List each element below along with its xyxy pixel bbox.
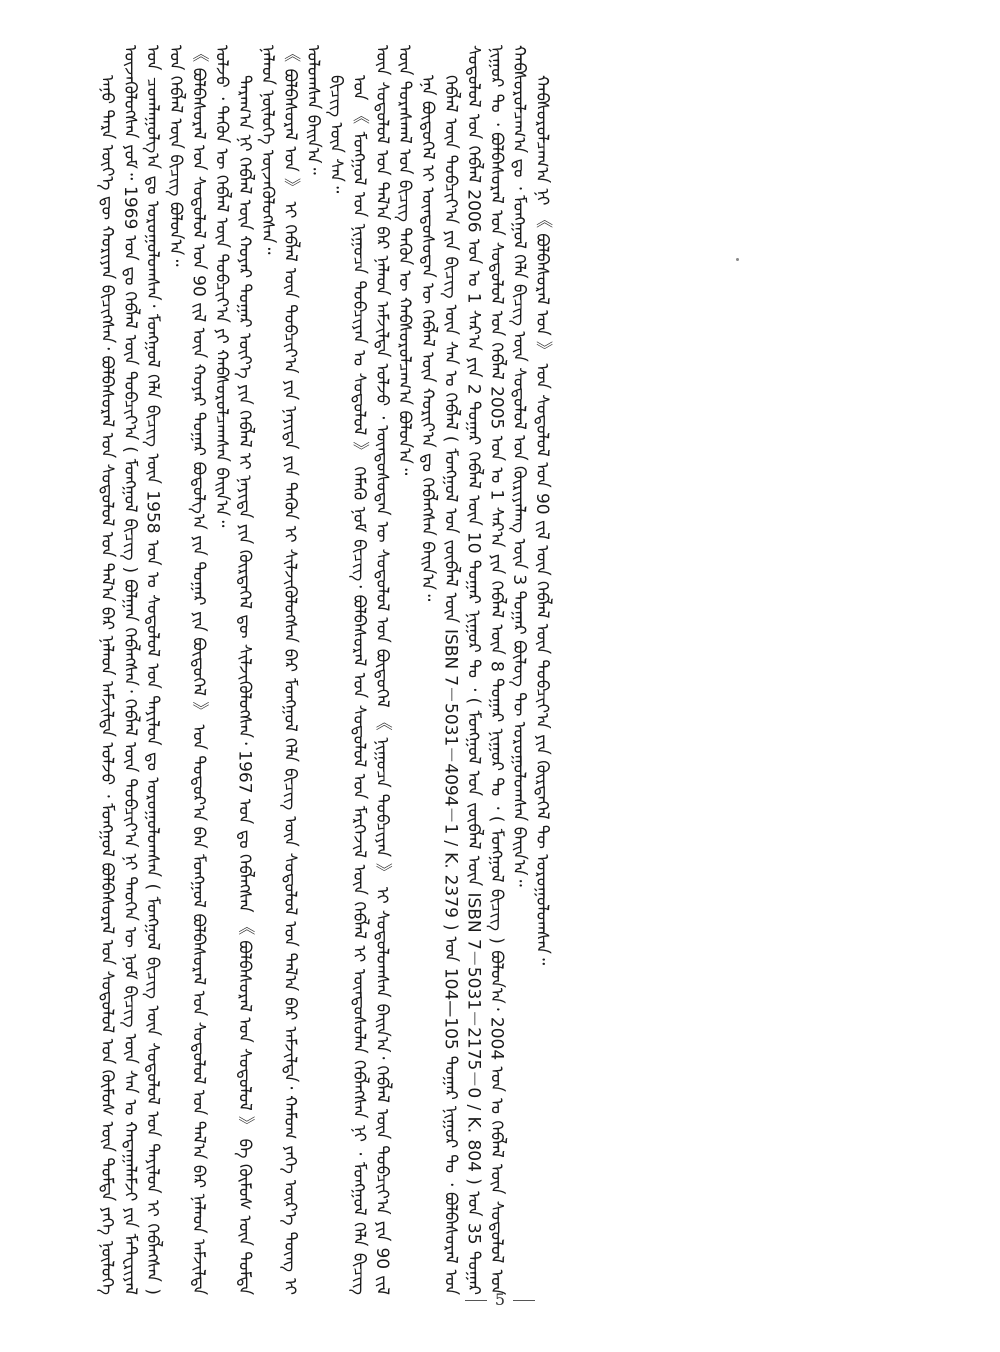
paragraph-6: ᠣᠨ 《 ᠮᠣᠩᠭᠣᠯ ᠤᠨ ᠨᠢᠭᠤᠴᠠ ᠲᠣᠪᠴᠢᠶᠠᠨ ᠤ ᠰᠤᠳᠤᠯᠤᠯ 》 ᠬᠡᠮᠡᠬᠦ ᠨᠣᠮ ᠪᠢᠴᠢᠭ᠂ ᠪᠣᠯᠪᠠᠰᠤᠷᠠᠯ ᠤᠨ ᠰᠤᠳᠤᠯᠤᠯ ᠤᠨ ᠮᠡᠷᠭᠡᠵᠢᠯ ᠦᠨ ᠬᠡᠪᠯᠡᠯ ᠢ ᠦᠨᠳᠦᠰᠦᠯᠡᠨ ᠬᠡᠪᠯᠡᠭᠰᠡᠨ ᠨᠢ ᠂ ᠮᠣᠩᠭᠣᠯ ᠬᠡᠯᠡ ᠪᠢᠴᠢᠭ ᠦᠨ ᠰᠤᠳᠤᠯᠤᠯ ᠤᠨ ᠲᠠᠯ᠎ᠠ ᠪᠠᠷ ᠨᠡᠯᠡᠳ ᠠᠮᠵᠢᠯᠲᠠ ᠣᠯᠵᠤ ᠂ ᠦᠨᠳᠦᠰᠦᠲᠡᠨ ᠦ ᠰᠤᠳᠤᠯᠤᠯ ᠤᠨ ᠪᠦᠲᠦᠭᠡᠯ 《 ᠨᠢᠭᠤᠴᠠ ᠲᠣᠪᠴᠢᠶᠠᠨ 》 ᠢ ᠰᠤᠳᠤᠯᠤᠭᠰᠠᠨ ᠪᠠᠢᠨ᠎ᠠ᠂ ᠬᠡᠪᠯᠡᠯ ᠦᠨ ᠲᠣᠪᠴᠢᠶ᠎ᠠ ᠶᠢᠨ 90 ᠵᠢᠯ ᠦᠨ ᠳᠤᠷᠠᠰᠬᠠᠯ ᠤᠨ ᠪᠢᠴᠢᠭ ᠲᠡᠭᠦᠨ ᠦ ᠬᠠᠪᠰᠤᠷᠤᠯᠴᠠᠭ᠎ᠠ ᠪᠣᠯᠤᠨ᠎ᠠ᠃ [348,45,415,1295]
paragraph-8: ᠬᠡᠪᠯᠡᠯ ᠦᠨ ᠲᠣᠪᠴᠢᠶ᠎ᠠ ᠶᠢᠨ ᠪᠢᠴᠢᠭ ᠦᠨ ᠰᠠᠨ ᠤ ᠬᠡᠪᠯᠡᠯ ( ᠮᠣᠩᠭᠣᠯ ᠤᠨ ᠵᠥᠪᠯᠡᠯ ᠦᠨ ISBN 7－5031－4094－1 / K. 2379 ) ᠤᠨ 104—105 ᠳᠤᠭᠠᠷ ᠨᠢᠭᠤᠷ ᠲᠤ ᠂ ᠪᠣᠯᠪᠠᠰᠤᠷᠠᠯ ᠤᠨ ᠰᠤᠳᠤᠯᠤᠯ ᠤᠨ ᠬᠡᠪᠯᠡᠯ 2006 ᠣᠨ ᠤ 1 ᠰᠠᠷ᠎ᠠ ᠶᠢᠨ 2 ᠳᠤᠭᠠᠷ ᠬᠡᠪᠯᠡᠯ ᠦᠨ 10 ᠳᠤᠭᠠᠷ ᠨᠢᠭᠤᠷ ᠲᠤ ᠂ ( ᠮᠣᠩᠭᠣᠯ ᠤᠨ ᠵᠥᠪᠯᠡᠯ ᠦᠨ ISBN 7－5031－2175－0 / K. 804 ) ᠤᠨ 35 ᠳᠤᠭᠠᠷ ᠨᠢᠭᠤᠷ ᠲᠤ ᠂ ᠪᠣᠯᠪᠠᠰᠤᠷᠠᠯ ᠤᠨ ᠰᠤᠳᠤᠯᠤᠯ ᠤᠨ ᠬᠡᠪᠯᠡᠯ 2005 ᠣᠨ ᠤ 1 ᠰᠠᠷ᠎ᠠ ᠶᠢᠨ ᠬᠡᠪᠯᠡᠯ ᠦᠨ 8 ᠳᠤᠭᠠᠷ ᠨᠢᠭᠤᠷ ᠲᠤ ᠂ ( ᠮᠣᠩᠭᠣᠯ ᠪᠢᠴᠢᠭ ) ᠪᠣᠯᠤᠨ᠎ᠠ᠂ 2004 ᠣᠨ ᠤ ᠬᠡᠪᠯᠡᠯ ᠦᠨ ᠰᠤᠳᠤᠯᠤᠯ ᠤᠨ ᠬᠠᠪᠰᠤᠷᠤᠯᠴᠠᠭ᠎ᠠ ᠳᠤ ᠂ ᠮᠣᠩᠭᠣᠯ ᠬᠡᠯᠡ ᠪᠢᠴᠢᠭ ᠦᠨ ᠰᠤᠳᠤᠯᠤᠯ ᠤᠨ ᠬᠦᠷᠢᠶᠡᠯᠡᠩ ᠦᠨ 3 ᠳᠤᠭᠠᠷ ᠪᠦᠯᠦᠭ ᠲᠦ ᠣᠷᠤᠭᠤᠯᠤᠭᠰᠠᠨ ᠪᠠᠢᠨ᠎ᠠ᠃ [440,45,530,1295]
paragraph-3: ᠳᠠᠷᠠᠭ᠎ᠠ ᠨᠢ ᠬᠡᠪᠯᠡᠯ ᠦᠨ ᠬᠣᠶᠠᠷ ᠳᠤᠭᠠᠷ ᠦᠶ᠎ᠡ ᠶᠢᠨ ᠬᠡᠪᠯᠡᠯ ᠢ ᠨᠡᠶᠢᠲᠡ ᠶᠢᠨ ᠬᠦᠷᠲᠡᠭᠡᠯ ᠳᠦ ᠰᠢᠯᠵᠢᠭᠦᠯᠦᠭᠰᠡᠨ᠂ 1967 ᠣᠨ ᠳᠤ ᠬᠡᠪᠯᠡᠭᠰᠡᠨ 《 ᠪᠣᠯᠪᠠᠰᠤᠷᠠᠯ ᠤᠨ ᠰᠤᠳᠤᠯᠤᠯ 》 ᠪᠠ ᠬᠦᠮᠦᠰ ᠦᠨ ᠳᠤᠮᠳᠠ ᠨᠡᠯᠡᠳ ᠨᠥᠯᠦᠭᠡ ᠦᠵᠡᠭᠦᠯᠦᠭᠰᠡᠨ᠃ [234,45,278,1295]
body-text [95,45,950,1295]
paragraph-1: ᠠᠨᠤ ᠲᠡᠷᠡ ᠦᠶ᠎ᠡ ᠳᠦ ᠬᠤᠷᠢᠶᠠᠨ ᠪᠢᠴᠢᠭᠰᠡᠨ᠂ ᠪᠣᠯᠪᠠᠰᠤᠷᠠᠯ ᠤᠨ ᠰᠤᠳᠤᠯᠤᠯ ᠤᠨ ᠲᠠᠯ᠎ᠠ ᠪᠠᠷ ᠨᠡᠯᠡᠳ ᠠᠮᠵᠢᠯᠲᠠ ᠣᠯᠵᠤ ᠂ ᠮᠣᠩᠭᠣᠯ ᠪᠣᠯᠪᠠᠰᠤᠷᠠᠯ ᠤᠨ ᠰᠤᠳᠤᠯᠤᠯ ᠤᠨ ᠬᠦᠮᠦᠰ ᠦᠨ ᠳᠤᠮᠳᠠ ᠶᠡᠬᠡ ᠨᠥᠯᠦᠭᠡ ᠦᠵᠡᠭᠦᠯᠦᠭᠰᠡᠨ ᠶᠤᠮ᠃ 1969 ᠣᠨ ᠳᠤ ᠬᠡᠪᠯᠡᠯ ᠦᠨ ᠲᠣᠪᠴᠢᠶ᠎ᠠ ( ᠮᠣᠩᠭᠣᠯ ᠪᠢᠴᠢᠭ ) ᠪᠣᠯᠭᠠᠨ ᠬᠡᠪᠯᠡᠭᠰᠡᠨ᠂ ᠬᠡᠪᠯᠡᠯ ᠦᠨ ᠲᠣᠪᠴᠢᠶ᠎ᠠ ᠨᠢ ᠲᠡᠦᠬᠡᠨ ᠦ ᠨᠣᠮ ᠪᠢᠴᠢᠭ ᠦᠨ ᠰᠠᠨ ᠤ ᠬᠠᠳᠠᠭᠠᠯᠠᠮᠵᠢ ᠶᠢᠨ ᠮᠠᠲ᠋ᠧᠷᠢᠶᠠᠯ ᠤᠨ ᠴᠤᠭᠯᠠᠭᠤᠯᠭ᠎ᠠ ᠳᠤ ᠣᠷᠤᠭᠤᠯᠤᠭᠰᠠᠨ᠂ ᠮᠣᠩᠭᠣᠯ ᠬᠡᠯᠡ ᠪᠢᠴᠢᠭ ᠦᠨ 1958 ᠣᠨ ᠤ ᠰᠤᠳᠤᠯᠤᠯ ᠤᠨ ᠲᠠᠶᠢᠯᠤᠨ ᠳᠤ ᠣᠷᠤᠭᠤᠯᠤᠭᠰᠠᠨ ( ᠮᠣᠩᠭᠣᠯ ᠪᠢᠴᠢᠭ ᠦᠨ ᠰᠤᠳᠤᠯᠤᠯ ᠤᠨ ᠲᠠᠶᠢᠯᠤᠨ ᠢ ᠬᠡᠪᠯᠡᠭᠰᠡᠨ ) ᠤᠨ ᠬᠡᠪᠯᠡᠯ ᠦᠨ ᠪᠢᠴᠢᠭ ᠪᠣᠯᠤᠨ᠎ᠠ᠃ [96,45,186,1295]
paragraph-9: ᠬᠠᠪᠰᠤᠷᠤᠯᠴᠠᠭ᠎ᠠ ᠨᠢ 《 ᠪᠣᠯᠪᠠᠰᠤᠷᠠᠯ ᠤᠨ 》 ᠤᠨ ᠰᠤᠳᠤᠯᠤᠯ ᠤᠨ 90 ᠵᠢᠯ ᠦᠨ ᠬᠡᠪᠯᠡᠯ ᠦᠨ ᠲᠣᠪᠴᠢᠶ᠎ᠠ ᠶᠢᠨ ᠬᠦᠷᠲᠡᠭᠡᠯ ᠲᠦ ᠣᠷᠤᠭᠤᠯᠤᠭᠰᠠᠨ᠃ [532,75,553,966]
paragraph-4: 《 ᠪᠣᠯᠪᠠᠰᠤᠷᠠᠯ ᠤᠨ 》 ᠢ ᠬᠡᠪᠯᠡᠯ ᠦᠨ ᠲᠣᠪᠴᠢᠶ᠎ᠠ ᠶᠢᠨ ᠨᠡᠶᠢᠲᠡ ᠶᠢᠨ ᠲᠡᠭᠦᠨ ᠢ ᠰᠢᠯᠵᠢᠭᠦᠯᠦᠭᠰᠡᠨ ᠪᠡᠷ ᠮᠣᠩᠭᠣᠯ ᠬᠡᠯᠡ ᠪᠢᠴᠢᠭ ᠦᠨ ᠰᠤᠳᠤᠯᠤᠯ ᠤᠨ ᠲᠠᠯ᠎ᠠ ᠪᠠᠷ ᠠᠮᠵᠢᠯᠲᠠ᠂ ᠬᠠᠮᠤᠭ ᠶᠡᠬᠡ ᠦᠷ᠎ᠡ ᠳᠦᠩ ᠢ ᠣᠯᠤᠭᠰᠠᠨ ᠪᠠᠢᠨ᠎ᠠ᠃ [280,45,324,1295]
page-footer [0,1290,1000,1309]
page-number: 5 [494,1290,506,1309]
paragraph-2: 《 ᠪᠣᠯᠪᠠᠰᠤᠷᠠᠯ ᠤᠨ ᠰᠤᠳᠤᠯᠤᠯ ᠤᠨ 90 ᠵᠢᠯ ᠦᠨ ᠬᠣᠶᠠᠷ ᠳᠤᠭᠠᠷ ᠪᠣᠳᠤᠯᠭ᠎ᠠ ᠶᠢᠨ ᠳᠤᠭᠠᠷ ᠶᠢᠨ ᠪᠦᠲᠦᠭᠡᠯ 》 ᠤᠨ ᠳᠣᠲᠣᠷ᠎ᠠ ᠪᠠᠨ ᠮᠣᠩᠭᠣᠯ ᠪᠣᠯᠪᠠᠰᠤᠷᠠᠯ ᠤᠨ ᠰᠤᠳᠤᠯᠤᠯ ᠤᠨ ᠲᠠᠯ᠎ᠠ ᠪᠠᠷ ᠨᠡᠯᠡᠳ ᠠᠮᠵᠢᠯᠲᠠ ᠣᠯᠵᠤ ᠂ ᠲᠡᠭᠦᠨ ᠦ ᠬᠡᠪᠯᠡᠯ ᠦᠨ ᠲᠣᠪᠴᠢᠶ᠎ᠠ ᠶᠢ ᠬᠠᠪᠰᠤᠷᠤᠯᠴᠠᠭᠰᠠᠨ ᠪᠠᠢᠨ᠎ᠠ᠃ [188,45,232,1295]
footer-dash-left [465,1300,487,1301]
footer-dash-right [513,1300,535,1301]
paragraph-7: ᠡᠨᠡ ᠪᠦᠲᠦᠭᠡᠯ ᠢ ᠦᠨᠳᠦᠰᠦᠲᠡᠨ ᠦ ᠬᠡᠪᠯᠡᠯ ᠦᠨ ᠬᠣᠷᠢᠶ᠎ᠠ ᠳᠤ ᠬᠡᠪᠯᠡᠭᠰᠡᠨ ᠪᠠᠢᠨ᠎ᠠ᠃ [417,75,438,602]
paragraph-5: ᠪᠢᠴᠢᠭ ᠦᠨ ᠰᠠᠨ᠃ [325,75,346,194]
